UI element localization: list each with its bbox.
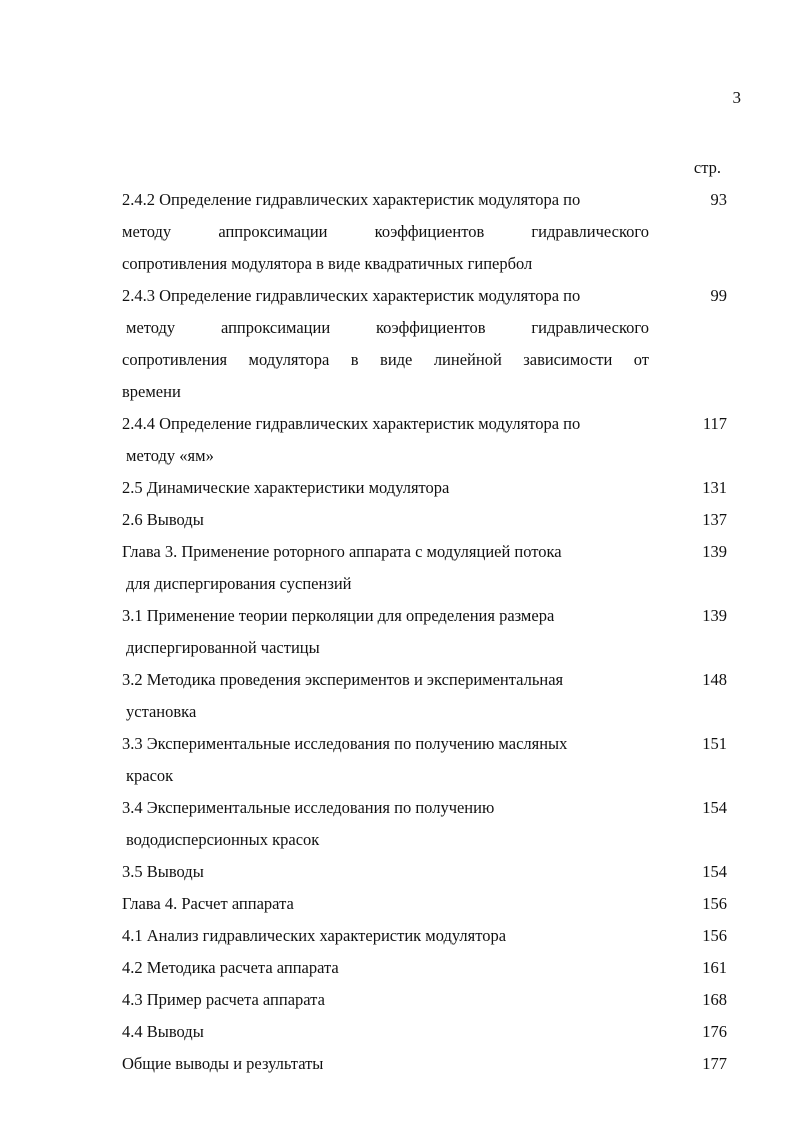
toc-entry-line: 3.2 Методика проведения экспериментов и экспериментальная [122, 670, 564, 689]
toc-entry-line: 3.4 Экспериментальные исследования по получению [122, 798, 495, 817]
toc-entry [122, 952, 742, 984]
toc-entry [122, 280, 742, 408]
toc-entry [122, 536, 742, 600]
toc-entry-title [122, 280, 649, 408]
toc-entry [122, 504, 742, 536]
toc-entry-page: 93 [710, 190, 727, 209]
toc-entry-page: 156 [702, 894, 727, 913]
toc-entry-title [122, 984, 649, 1016]
toc-entry [122, 984, 742, 1016]
toc-entry [122, 856, 742, 888]
toc-entry-title [122, 600, 649, 664]
toc-entry-title [122, 920, 649, 952]
toc-entry-page: 131 [702, 478, 727, 497]
toc-entry-title [122, 1048, 649, 1080]
toc-entry-line: 4.2 Методика расчета аппарата [122, 958, 339, 977]
toc-entry-title [122, 408, 649, 472]
toc-entry-line: сопротивления модулятора в виде квадратичных гипербол [122, 254, 533, 273]
toc-entry [122, 728, 742, 792]
toc-entry [122, 600, 742, 664]
table-of-contents [122, 152, 742, 1080]
page-column-header-label: стр. [693, 158, 721, 177]
toc-entry-line: 4.3 Пример расчета аппарата [122, 990, 325, 1009]
toc-entry-page: 99 [710, 286, 727, 305]
toc-entry-line: 2.5 Динамические характеристики модулятора [122, 478, 450, 497]
toc-entry-title [122, 888, 649, 920]
toc-entry-title [122, 536, 649, 600]
toc-entry-line: Глава 3. Применение роторного аппарата с модуляцией потока [122, 542, 562, 561]
toc-entry-page: 148 [702, 670, 727, 689]
toc-entry-line: 2.4.4 Определение гидравлических характеристик модулятора по [122, 414, 581, 433]
toc-entry-title [122, 792, 649, 856]
toc-entry [122, 472, 742, 504]
toc-entry-page: 154 [702, 798, 727, 817]
toc-entry-line: методу «ям» [126, 446, 214, 465]
toc-entry-page: 154 [702, 862, 727, 881]
toc-entry-title [122, 504, 649, 536]
page-number: 3 [732, 88, 741, 107]
toc-entry-line: сопротивления модулятора в виде линейной зависимости от [122, 350, 649, 369]
page-column-header [122, 152, 742, 184]
toc-entry-title [122, 472, 649, 504]
toc-entry-line: Глава 4. Расчет аппарата [122, 894, 294, 913]
toc-entry-page: 168 [702, 990, 727, 1009]
toc-entry [122, 1048, 742, 1080]
toc-entry-title [122, 952, 649, 984]
toc-entry-line: установка [126, 702, 197, 721]
toc-entry-line: 3.1 Применение теории перколяции для определения размера [122, 606, 555, 625]
toc-entry-page: 151 [702, 734, 727, 753]
toc-entry [122, 920, 742, 952]
toc-entry [122, 184, 742, 280]
toc-entry-line: вододисперсионных красок [126, 830, 320, 849]
toc-entry-line: красок [126, 766, 174, 785]
toc-entry-title [122, 664, 649, 728]
toc-entry-page: 177 [702, 1054, 727, 1073]
toc-entry-line: методу аппроксимации коэффициентов гидравлического [126, 318, 649, 337]
toc-entry-line: 2.6 Выводы [122, 510, 204, 529]
toc-entry-page: 137 [702, 510, 727, 529]
toc-entry-line: 3.3 Экспериментальные исследования по получению масляных [122, 734, 568, 753]
toc-entry-line: диспергированной частицы [126, 638, 320, 657]
toc-entry-page: 139 [702, 606, 727, 625]
toc-entry-line: 3.5 Выводы [122, 862, 204, 881]
toc-entry-line: для диспергирования суспензий [126, 574, 352, 593]
toc-entry-line: Общие выводы и результаты [122, 1054, 324, 1073]
toc-entry-title [122, 856, 649, 888]
toc-entry-page: 161 [702, 958, 727, 977]
toc-entry-page: 156 [702, 926, 727, 945]
toc-entry-title [122, 728, 649, 792]
toc-entry-line: 2.4.2 Определение гидравлических характеристик модулятора по [122, 190, 581, 209]
toc-entry-title [122, 1016, 649, 1048]
toc-entry-page: 139 [702, 542, 727, 561]
toc-entry [122, 1016, 742, 1048]
toc-entry [122, 888, 742, 920]
toc-entry [122, 408, 742, 472]
toc-entry-line: времени [122, 382, 181, 401]
toc-entry-page: 176 [702, 1022, 727, 1041]
toc-entry-line: 4.1 Анализ гидравлических характеристик модулятора [122, 926, 507, 945]
toc-entry-line: 4.4 Выводы [122, 1022, 204, 1041]
toc-entry [122, 792, 742, 856]
toc-entry [122, 664, 742, 728]
toc-entry-line: методу аппроксимации коэффициентов гидравлического [122, 222, 649, 241]
toc-entry-title [122, 184, 649, 280]
toc-entry-page: 117 [702, 414, 727, 433]
toc-entry-line: 2.4.3 Определение гидравлических характеристик модулятора по [122, 286, 581, 305]
